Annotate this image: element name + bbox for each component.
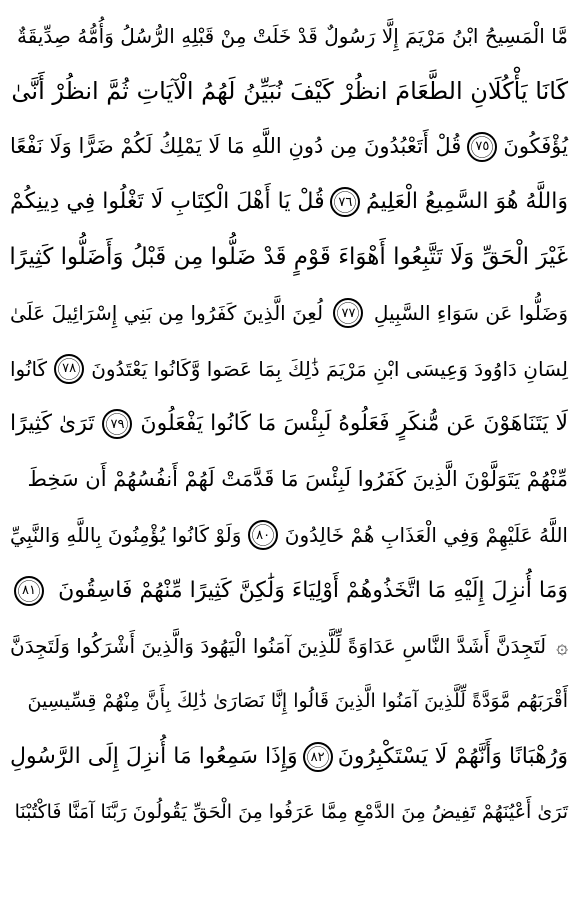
verse-line [10, 64, 568, 120]
ayah-number-marker: ٧٩ [102, 409, 132, 439]
verse-text: تَرَىٰ كَثِيرًا [10, 411, 95, 437]
verse-text: اللَّهُ عَلَيْهِمْ وَفِي الْعَذَابِ هُمْ خَالِدُونَ [284, 523, 568, 548]
verse-text: وَضَلُّوا عَن سَوَاءِ السَّبِيلِ [373, 301, 568, 326]
verse-text: لِسَانِ دَاوُودَ وَعِيسَى ابْنِ مَرْيَمَ ذَٰلِكَ بِمَا عَصَوا وَّكَانُوا يَعْتَدُونَ [91, 356, 568, 381]
verse-text: كَانَا يَأْكُلَانِ الطَّعَامَ انظُرْ كَيْفَ نُبَيِّنُ لَهُمُ الْآيَاتِ ثُمَّ انظُرْ أَنَّىٰ [11, 77, 568, 106]
rub-el-hizb-icon: ۞ [556, 634, 568, 659]
verse-text: وَاللَّهُ هُوَ السَّمِيعُ الْعَلِيمُ [366, 189, 568, 215]
verse-line [10, 508, 568, 564]
verse-text: وَإِذَا سَمِعُوا مَا أُنزِلَ إِلَى الرَّسُولِ [10, 744, 298, 770]
ayah-number-marker: ٧٨ [54, 354, 84, 384]
verse-text: تَرَىٰ أَعْيُنَهُمْ تَفِيضُ مِنَ الدَّمْعِ مِمَّا عَرَفُوا مِنَ الْحَقِّ يَقُولُونَ رَبَّنَا آمَنَّا فَاكْتُبْنَا [14, 801, 568, 824]
verse-text: قُلْ يَا أَهْلَ الْكِتَابِ لَا تَغْلُوا فِي دِينِكُمْ [10, 189, 325, 215]
verse-text: وَمَا أُنزِلَ إِلَيْهِ مَا اتَّخَذُوهُمْ أَوْلِيَاءَ وَلَٰكِنَّ كَثِيرًا مِّنْهُمْ فَاسِقُونَ [58, 577, 568, 603]
ayah-number-marker: ٧٥ [467, 132, 497, 162]
verse-line [10, 119, 568, 175]
verse-line [10, 8, 568, 64]
verse-text: غَيْرَ الْحَقِّ وَلَا تَتَّبِعُوا أَهْوَاءَ قَوْمٍ قَدْ ضَلُّوا مِن قَبْلُ وَأَضَلُّوا كَثِيرًا [9, 244, 568, 271]
verse-line [10, 730, 568, 786]
verse-line [10, 619, 568, 675]
verse-text: لَتَجِدَنَّ أَشَدَّ النَّاسِ عَدَاوَةً لِّلَّذِينَ آمَنُوا الْيَهُودَ وَالَّذِينَ أَشْرَكُوا وَلَتَجِدَنَّ [10, 634, 547, 659]
verse-line [10, 341, 568, 397]
verse-line [10, 452, 568, 508]
verse-text: وَرُهْبَانًا وَأَنَّهُمْ لَا يَسْتَكْبِرُونَ [337, 744, 568, 770]
verse-text: مِّنْهُمْ يَتَوَلَّوْنَ الَّذِينَ كَفَرُوا لَبِئْسَ مَا قَدَّمَتْ لَهُمْ أَنفُسُهُمْ أَن سَخِطَ [27, 467, 568, 492]
ayah-number-marker: ٨٠ [248, 520, 278, 550]
verse-text: يُؤْفَكُونَ [503, 134, 568, 159]
verse-text: كَانُوا [10, 356, 48, 381]
verse-line [10, 397, 568, 453]
verse-text: لُعِنَ الَّذِينَ كَفَرُوا مِن بَنِي إِسْرَائِيلَ عَلَىٰ [10, 301, 324, 326]
verse-text: مَّا الْمَسِيحُ ابْنُ مَرْيَمَ إِلَّا رَسُولٌ قَدْ خَلَتْ مِنْ قَبْلِهِ الرُّسُلُ وَأُمُّهُ صِدِّيقَةٌ [17, 23, 568, 48]
verse-line [10, 785, 568, 841]
verse-text: لَا يَتَنَاهَوْنَ عَن مُّنكَرٍ فَعَلُوهُ لَبِئْسَ مَا كَانُوا يَفْعَلُونَ [140, 411, 568, 437]
ayah-number-marker: ٨١ [14, 576, 44, 606]
verse-text: أَقْرَبَهُم مَّوَدَّةً لِّلَّذِينَ آمَنُوا الَّذِينَ قَالُوا إِنَّا نَصَارَىٰ ذَٰلِكَ بِأَنَّ مِنْهُمْ قِسِّيسِينَ [27, 690, 568, 713]
verse-text: وَلَوْ كَانُوا يُؤْمِنُونَ بِاللَّهِ وَالنَّبِيِّ [10, 523, 242, 548]
verse-line [10, 563, 568, 619]
verse-line [10, 175, 568, 231]
ayah-number-marker: ٨٢ [303, 742, 333, 772]
verse-line [10, 230, 568, 286]
verse-line [10, 286, 568, 342]
verse-line [10, 674, 568, 730]
verse-text: قُلْ أَتَعْبُدُونَ مِن دُونِ اللَّهِ مَا لَا يَمْلِكُ لَكُمْ ضَرًّا وَلَا نَفْعًا [10, 134, 462, 159]
ayah-number-marker: ٧٧ [333, 298, 363, 328]
ayah-number-marker: ٧٦ [330, 187, 360, 217]
